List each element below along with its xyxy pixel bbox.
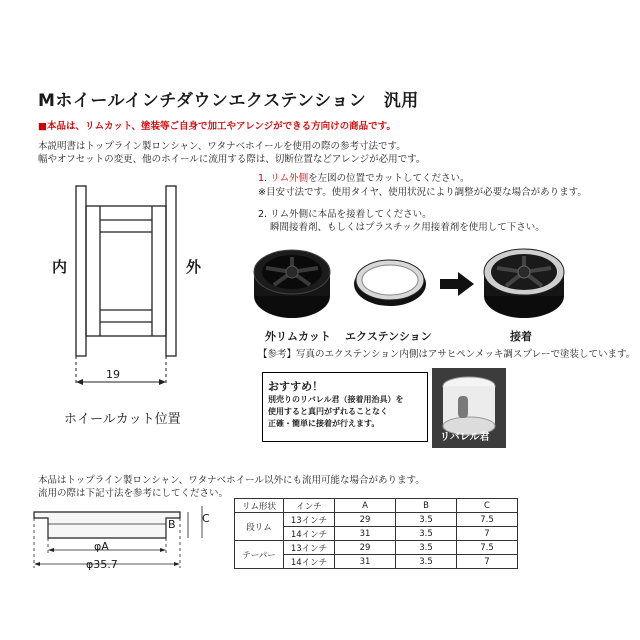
- intro-text: [38, 140, 425, 166]
- caption-glued: 接着: [510, 330, 532, 343]
- intro-line: 本説明書はトップライン製ロンシャン、ワタナベホイールを使用の際の参考寸法です。: [38, 141, 406, 152]
- outer-label: 外: [186, 258, 202, 276]
- inner-label: 内: [52, 258, 68, 276]
- cell-inch: 14インチ: [284, 527, 335, 541]
- cut-dimension: 19: [106, 368, 120, 381]
- rim-cut-photo: [248, 240, 343, 322]
- cell-inch: 13インチ: [284, 513, 335, 527]
- cell-b: 3.5: [396, 513, 457, 527]
- bottom-note-line: 流用の際は下記寸法を参考にしてください。: [38, 488, 229, 499]
- cell-c: 7.5: [457, 513, 518, 527]
- caption-rim-cut: 外リムカット: [265, 330, 331, 343]
- cell-c: 7: [457, 527, 518, 541]
- cell-a: 31: [335, 555, 396, 569]
- rim-profile-diagram: [20, 496, 228, 580]
- cell-b: 3.5: [396, 555, 457, 569]
- cell-inch: 13インチ: [284, 541, 335, 555]
- header-inch: インチ: [284, 499, 335, 513]
- wheel-cut-diagram: [40, 182, 240, 402]
- profile-label-c: C: [202, 512, 210, 525]
- table-header-row: [235, 499, 518, 513]
- reference-note: 【参考】写真のエクステンション内側はアサヒペンメッキ調スプレーで塗装しています。: [258, 349, 636, 360]
- recommend-line: 使用すると真円がずれることなく: [268, 407, 388, 416]
- step-1-prefix: 1.: [258, 173, 271, 184]
- cell-b: 3.5: [396, 541, 457, 555]
- glued-wheel-photo: [476, 240, 571, 322]
- step-2: 2. リム外側に本品を接着してください。: [258, 209, 432, 220]
- table-row: [235, 513, 518, 527]
- bottom-note-line: 本品はトップライン製ロンシャン、ワタナベホイール以外にも流用可能な場合があります。: [38, 475, 425, 486]
- arrow-right-icon: [440, 272, 474, 296]
- cell-a: 29: [335, 541, 396, 555]
- spec-table: [234, 498, 518, 569]
- step-1-text: を左図の位置でカットしてください。: [308, 173, 470, 184]
- header-b: B: [396, 499, 457, 513]
- cell-c: 7: [457, 555, 518, 569]
- step-1-note: ※目安寸法です。使用タイヤ、使用状況により調整が必要な場合があります。: [258, 187, 587, 198]
- step-2-detail: 瞬間接着剤、もしくはプラスチック用接着剤を使用して下さい。: [270, 222, 545, 233]
- header-a: A: [335, 499, 396, 513]
- page-title: Mホイールインチダウンエクステンション 汎用: [38, 91, 419, 111]
- step-1: [258, 172, 470, 185]
- profile-label-a: φA: [94, 540, 109, 553]
- cell-a: 31: [335, 527, 396, 541]
- cell-inch: 14インチ: [284, 555, 335, 569]
- cell-shape: 段リム: [235, 513, 284, 541]
- header-shape: リム形状: [235, 499, 284, 513]
- header-c: C: [457, 499, 518, 513]
- cut-position-caption: ホイールカット位置: [64, 412, 181, 427]
- cell-c: 7.5: [457, 541, 518, 555]
- profile-label-b: B: [168, 518, 176, 531]
- recommend-line: 別売りのリバレル君（接着用治具）を: [268, 395, 404, 404]
- profile-label-outer: φ35.7: [86, 558, 118, 571]
- warning-note: ■本品は、リムカット、塗装等ご自身で加工やアレンジができる方向けの商品です。: [38, 121, 396, 132]
- cell-shape: テーパー: [235, 541, 284, 569]
- table-row: [235, 541, 518, 555]
- recommend-text: [268, 394, 404, 430]
- recommend-line: 正確・簡単に接着が行えます。: [268, 419, 380, 428]
- cell-a: 29: [335, 513, 396, 527]
- caption-extension: エクステンション: [345, 330, 432, 343]
- cell-b: 3.5: [396, 527, 457, 541]
- extension-ring-photo: [350, 250, 430, 312]
- step-1-highlight: リム外側: [270, 173, 309, 184]
- product-label: リバレル君: [440, 432, 490, 443]
- recommend-title: おすすめ！: [268, 380, 324, 393]
- intro-line: 幅やオフセットの変更、他のホイールに流用する際は、切断位置などアレンジが必用です。: [38, 154, 426, 165]
